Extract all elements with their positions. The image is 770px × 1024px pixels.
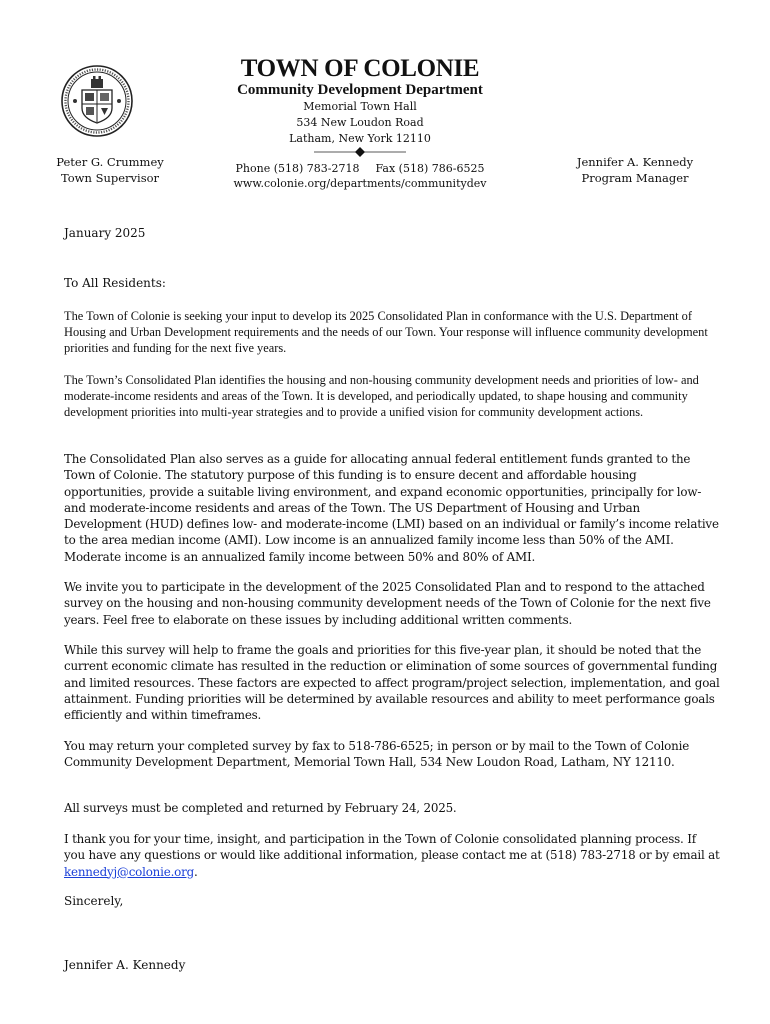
letter-date: January 2025 — [64, 226, 146, 240]
paragraph-1: The Town of Colonie is seeking your input to develop its 2025 Consolidated Plan in conformance with the U.S. Department of Housing and Urban Development requirements and the needs of our Town. Your response will influence community development priorities and funding for the next five years. — [64, 309, 708, 355]
signer-name: Jennifer A. Kennedy — [64, 958, 186, 972]
supervisor-title: Town Supervisor — [60, 171, 160, 185]
closing: Sincerely, — [64, 894, 124, 908]
website-url: www.colonie.org/departments/communitydev — [233, 177, 487, 190]
town-seal-icon — [60, 64, 134, 138]
paragraph-6: You may return your completed survey by fax to 518-786-6525; in person or by mail to the Town of Colonie Community Development Department, Memorial Town Hall, 534 New Loudon Road, Latham, NY 12110. — [64, 739, 690, 770]
city-address: Latham, New York 12110 — [289, 132, 431, 145]
paragraph-8-end: . — [194, 864, 198, 879]
paragraph-4: We invite you to participate in the development of the 2025 Consolidated Plan and to respond to the attached survey on the housing and non-housing community development needs of the Town of Colonie for the next five years. Feel free to elaborate on these issues by including additional written comments. — [64, 580, 711, 627]
diamond-divider-icon — [312, 146, 408, 158]
contact-numbers — [160, 162, 560, 175]
program-manager-title: Program Manager — [581, 171, 689, 185]
program-manager-block — [555, 154, 715, 186]
paragraph-2: The Town’s Consolidated Plan identifies the housing and non-housing community development needs and priorities of low- and moderate-income residents and areas of the Town. It is developed, and periodically updated, to shape housing and community development priorities into multi-year strategies and to provide a unified vision for community development actions. — [64, 373, 699, 419]
phone-number: Phone (518) 783-2718 — [235, 162, 360, 175]
paragraph-7: All surveys must be completed and returned by February 24, 2025. — [64, 801, 457, 815]
program-manager-name: Jennifer A. Kennedy — [576, 155, 694, 169]
street-address: 534 New Loudon Road — [296, 116, 424, 129]
paragraph-8-text: I thank you for your time, insight, and participation in the Town of Colonie consolidated planning process. If you have any questions or would like additional information, please contact me at (518) 783-2718 or by email at — [64, 832, 720, 863]
supervisor-block — [50, 154, 170, 186]
salutation: To All Residents: — [64, 276, 166, 290]
paragraph-5: While this survey will help to frame the goals and priorities for this five-year plan, it should be noted that the current economic climate has resulted in the reduction or elimination of some sources of governmental funding and limited resources. These factors are expected to affect program/project selection, implementation, and goal attainment. Funding priorities will be determined by available resources and ability to meet performance goals efficiently and within timeframes. — [64, 643, 720, 723]
supervisor-name: Peter G. Crummey — [56, 155, 164, 169]
building-name: Memorial Town Hall — [303, 100, 417, 113]
email-link[interactable]: kennedyj@colonie.org — [64, 864, 195, 879]
paragraph-3: The Consolidated Plan also serves as a guide for allocating annual federal entitlement funds granted to the Town of Colonie. The statutory purpose of this funding is to ensure decent and affordable housing opportunities, provide a suitable living environment, and expand economic opportunities, principally for low- and moderate-income residents and areas of the Town. The US Department of Housing and Urban Development (HUD) defines low- and moderate-income (LMI) based on an individual or family’s income relative to the area median income (AMI). Low income is an annualized family income less than 50% of the AMI. Moderate income is an annualized family income between 50% and 80% of AMI. — [64, 452, 719, 564]
department-name: Community Development Department — [237, 82, 483, 98]
fax-number: Fax (518) 786-6525 — [375, 162, 485, 175]
letterhead-title: TOWN OF COLONIE — [240, 55, 480, 82]
paragraph-8 — [64, 831, 720, 880]
